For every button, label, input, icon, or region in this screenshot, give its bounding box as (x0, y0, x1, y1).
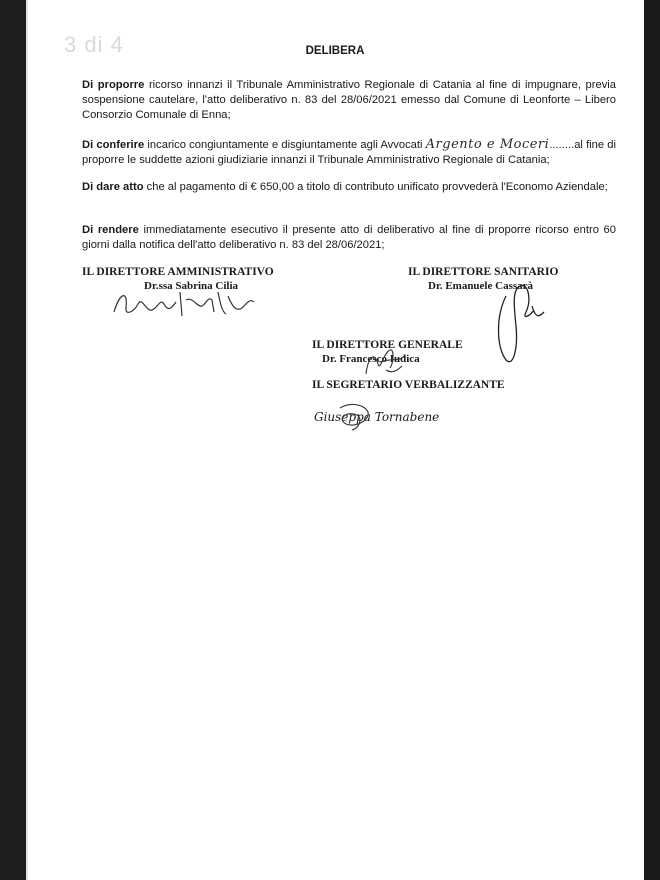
paragraph-text: che al pagamento di € 650,00 a titolo di contributo unificato provvederà l'Economo Aziendale; (143, 181, 608, 193)
paragraph-proporre (82, 78, 616, 123)
document-heading: DELIBERA (305, 45, 365, 57)
segretario-name: Giuseppa Tornabene (314, 410, 440, 424)
handwritten-signature-sanitario (492, 276, 552, 366)
paragraph-lead: Di rendere (82, 224, 139, 236)
paragraph-dare-atto (82, 180, 616, 195)
handwritten-signature-generale (360, 344, 410, 380)
signer-name: Dr. Francesco Iudica (322, 353, 420, 365)
fill-dots: ........ (549, 139, 575, 151)
paragraph-text: immediatamente esecutivo il presente atto di deliberativo al fine di proporre ricorso entro 60 giorni dalla notifica dell'atto deliberativo n. 83 del 28/06/2021; (82, 224, 616, 251)
signer-role: IL DIRETTORE SANITARIO (408, 266, 559, 278)
paragraph-lead: Di conferire (82, 139, 145, 151)
handwritten-signature-admin (110, 282, 260, 322)
handwritten-signature-segretario (334, 398, 374, 432)
paragraph-rendere (82, 223, 616, 253)
segretario-role: IL SEGRETARIO VERBALIZZANTE (312, 379, 505, 391)
left-frame (0, 0, 26, 880)
paragraph-conferire (82, 137, 616, 168)
paragraph-text: incarico congiuntamente e disgiuntamente agli Avvocati (144, 139, 426, 151)
signer-role: IL DIRETTORE GENERALE (312, 339, 463, 351)
page-counter: 3 di 4 (64, 32, 124, 57)
document-page (26, 0, 644, 880)
paragraph-lead: Di proporre (82, 79, 145, 91)
signer-role: IL DIRETTORE AMMINISTRATIVO (82, 266, 274, 278)
paragraph-lead: Di dare atto (82, 181, 144, 193)
paragraph-text: al fine di proporre le suddette azioni giudiziarie innanzi il Tribunale Amministrativo Regionale di Catania; (82, 139, 617, 166)
paragraph-text: ricorso innanzi il Tribunale Amministrativo Regionale di Catania al fine di impugnare, previa sospensione cautelare, l'atto deliberativo n. 83 del 28/06/2021 emesso dal Comune di Leonforte – Libero Consorzio Comunale di Enna; (82, 79, 616, 121)
right-frame (644, 0, 660, 880)
signer-name: Dr. Emanuele Cassarà (428, 280, 534, 292)
handwritten-lawyers: Argento e Moceri (425, 137, 550, 152)
signer-name: Dr.ssa Sabrina Cilia (144, 280, 239, 292)
